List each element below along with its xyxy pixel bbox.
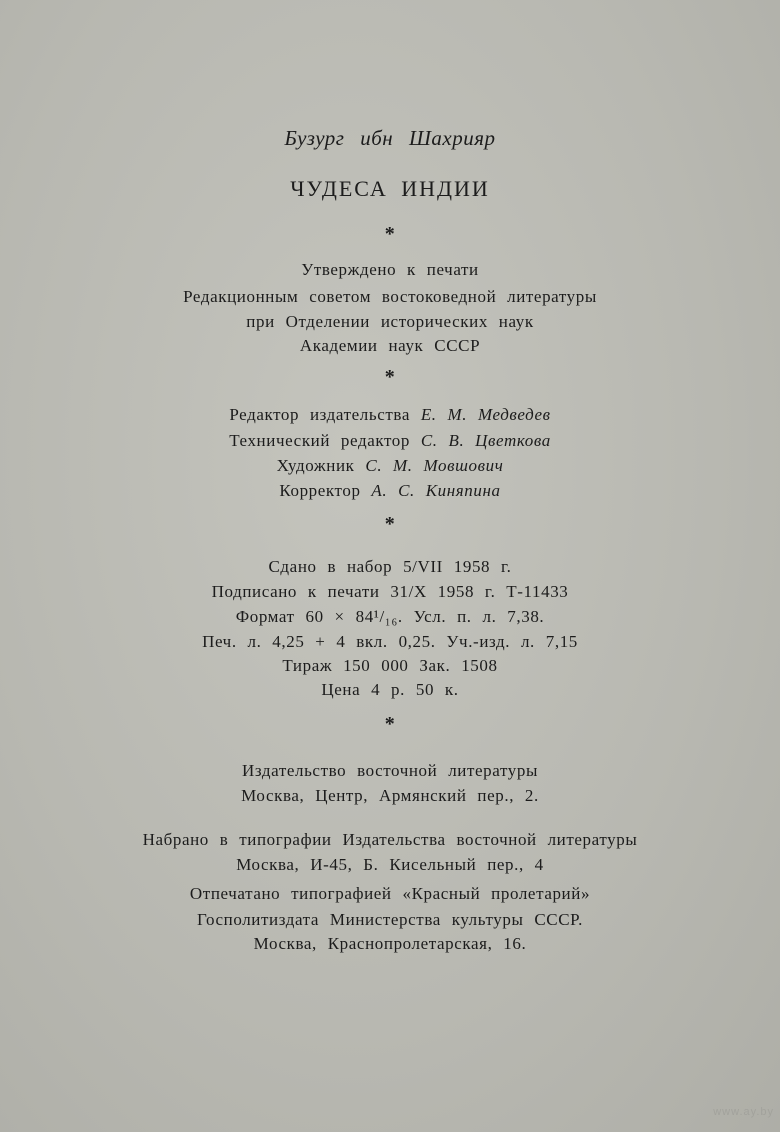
credit-name: С. М. Мовшович bbox=[365, 456, 504, 475]
print-info-line: Формат 60 × 84¹/₁₆. Усл. п. л. 7,38. bbox=[235, 607, 545, 626]
typeset-line: Москва, И-45, Б. Кисельный пер., 4 bbox=[236, 855, 544, 874]
publisher-line: Москва, Центр, Армянский пер., 2. bbox=[241, 786, 539, 805]
credit-name: С. В. Цветкова bbox=[420, 431, 551, 450]
separator-star: * bbox=[384, 513, 396, 535]
printer-line: Отпечатано типографией «Красный пролетарий» bbox=[189, 884, 591, 903]
printer-line: Госполитиздата Министерства культуры СССР. bbox=[197, 910, 583, 929]
approval-line: Редакционным советом востоковедной литературы bbox=[183, 287, 597, 306]
credit-line bbox=[0, 481, 780, 501]
approval-line: Академии наук СССР bbox=[299, 336, 481, 355]
watermark-text: www.ay.by bbox=[713, 1106, 774, 1118]
credit-line bbox=[0, 405, 780, 425]
typeset-line: Набрано в типографии Издательства восточной литературы bbox=[142, 830, 638, 849]
printer-line: Москва, Краснопролетарская, 16. bbox=[253, 934, 527, 953]
credit-role: Редактор издательства bbox=[229, 405, 410, 424]
publisher-line: Издательство восточной литературы bbox=[241, 761, 538, 780]
approval-line: при Отделении исторических наук bbox=[246, 312, 534, 331]
credit-name: А. С. Киняпина bbox=[371, 481, 501, 500]
approval-line: Утверждено к печати bbox=[301, 260, 479, 279]
print-info-line: Печ. л. 4,25 + 4 вкл. 0,25. Уч.-изд. л. 7,15 bbox=[202, 632, 578, 651]
book-title: ЧУДЕСА ИНДИИ bbox=[290, 176, 490, 201]
credit-line bbox=[0, 431, 780, 451]
print-info-line: Тираж 150 000 Зак. 1508 bbox=[282, 656, 498, 675]
print-info-line: Подписано к печати 31/X 1958 г. Т-11433 bbox=[211, 582, 569, 601]
separator-star: * bbox=[384, 366, 396, 388]
separator-star: * bbox=[384, 223, 396, 245]
credit-role: Художник bbox=[276, 456, 355, 475]
credit-name: Е. М. Медведев bbox=[420, 405, 551, 424]
separator-star: * bbox=[384, 713, 396, 735]
credit-role: Корректор bbox=[279, 481, 361, 500]
print-info-line: Цена 4 р. 50 к. bbox=[321, 680, 459, 699]
print-info-line: Сдано в набор 5/VII 1958 г. bbox=[268, 557, 512, 576]
author-name: Бузург ибн Шахрияр bbox=[284, 126, 496, 150]
credit-role: Технический редактор bbox=[229, 431, 410, 450]
credit-line bbox=[0, 456, 780, 476]
